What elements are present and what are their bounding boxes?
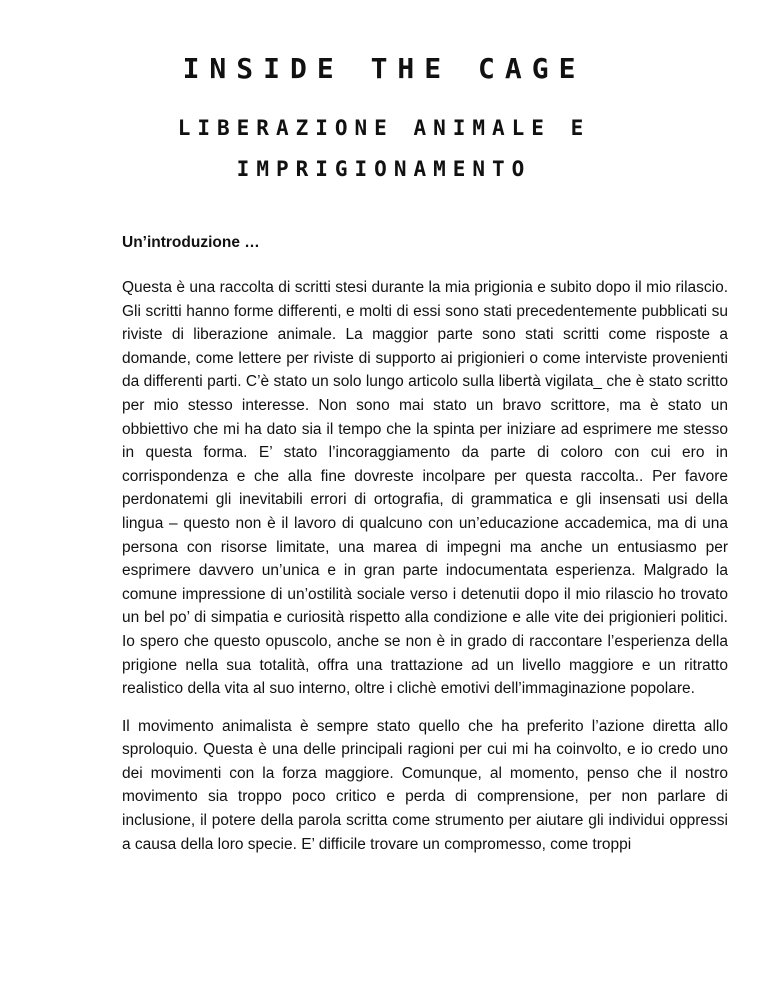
paragraph-1: Questa è una raccolta di scritti stesi durante la mia prigionia e subito dopo il mio rilascio. Gli scritti hanno forme differenti, e molti di essi sono stati precedentemente pubblicati su riviste di liberazione animale. La maggior parte sono stati scritti come risposte a domande, come lettere per riviste di supporto ai prigionieri o come interviste provenienti da differenti parti. C’è stato un solo lungo articolo sulla libertà vigilata_ che è stato scritto per mio stesso interesse. Non sono mai stato un bravo scrittore, ma è stato un obbiettivo che mi ha dato sia il tempo che la spinta per iniziare ad esprimere me stesso in questa forma. E’ stato l’incoraggiamento da parte di coloro con cui ero in corrispondenza e che alla fine dovreste incolpare per questa raccolta.. Per favore perdonatemi gli inevitabili errori di ortografia, di grammatica e gli insensati usi della lingua – questo non è il lavoro di qualcuno con un’educazione accademica, ma di una persona con risorse limitate, una marea di impegni ma anche un entusiasmo per esprimere davvero un’unica e in gran parte indocumentata esperienza. Malgrado la comune impressione di un’ostilità sociale verso i detenutii dopo il mio rilascio ho trovato un bel po’ di simpatia e curiosità rispetto alla condizione e alle vite dei prigionieri politici. Io spero che questo opuscolo, anche se non è in grado di raccontare l’esperienza della prigione nella sua totalità, offra una trattazione ad un livello maggiore e un ritratto realistico della vita al suo interno, oltre i clichè emotivi dell’immaginazione popolare. (122, 279, 728, 698)
document-subtitle: LIBERAZIONE ANIMALE E IMPRIGIONAMENTO (177, 116, 591, 181)
document-title: INSIDE THE CAGE (182, 52, 586, 85)
paragraph-2: Il movimento animalista è sempre stato quello che ha preferito l’azione diretta allo sproloquio. Questa è una delle principali ragioni per cui mi ha coinvolto, e io credo uno dei movimenti con la forza maggiore. Comunque, al momento, penso che il nostro movimento sia troppo poco critico e perda di comprensione, per non parlare di inclusione, il potere della parola scritta come strumento per aiutare gli individui oppressi a causa della loro specie. E’ difficile trovare un compromesso, come troppi (122, 717, 728, 853)
section-heading: Un’introduzione … (122, 234, 260, 251)
document-body (122, 232, 728, 870)
